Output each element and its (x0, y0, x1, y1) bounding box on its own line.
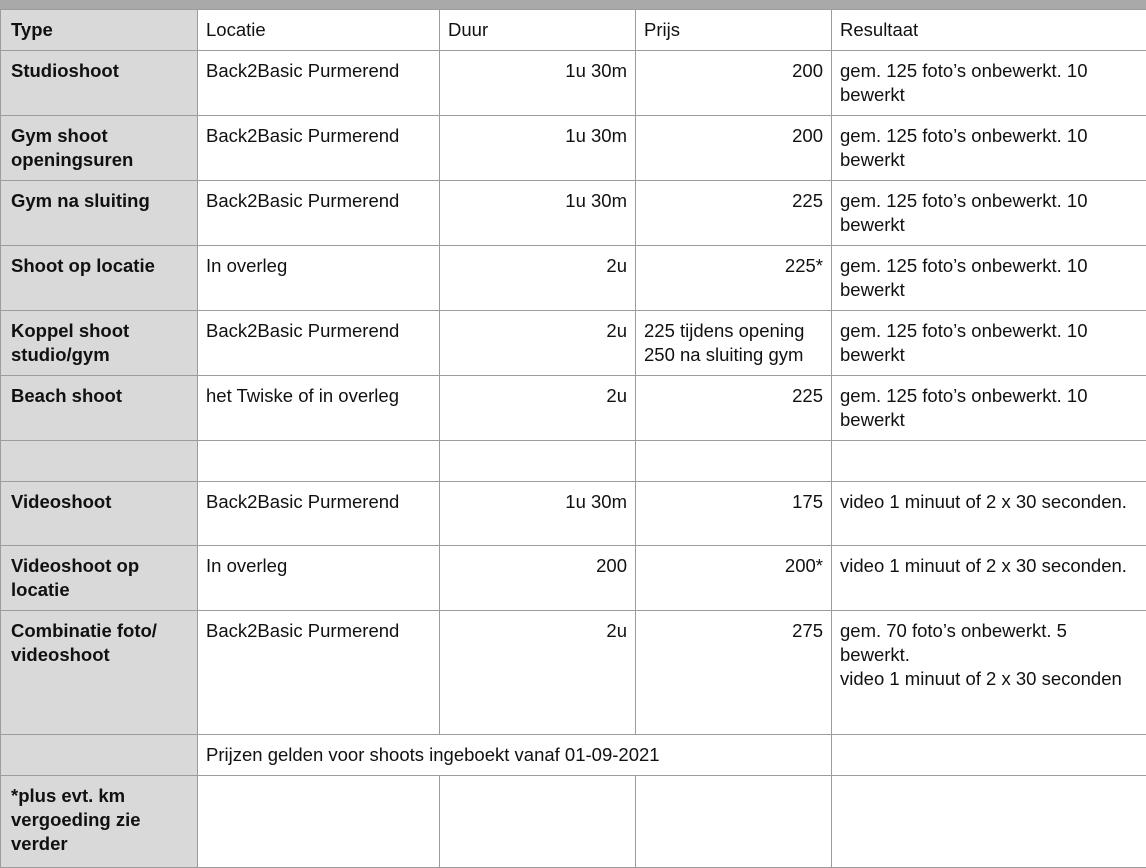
empty-cell (198, 441, 440, 482)
row-locatie: In overleg (198, 246, 440, 311)
empty-cell (1, 441, 198, 482)
header-prijs: Prijs (636, 10, 832, 51)
row-duur: 2u (440, 311, 636, 376)
table-row (1, 376, 1146, 441)
row-type: Gym shoot openingsuren (1, 116, 198, 181)
header-row (1, 10, 1146, 51)
row-prijs: 200* (636, 546, 832, 611)
empty-cell (832, 441, 1146, 482)
row-resultaat: gem. 125 foto’s onbewerkt. 10 bewerkt (832, 181, 1146, 246)
row-locatie: In overleg (198, 546, 440, 611)
row-resultaat: gem. 125 foto’s onbewerkt. 10 bewerkt (832, 51, 1146, 116)
table-row (1, 181, 1146, 246)
row-prijs: 175 (636, 482, 832, 546)
table-row (1, 246, 1146, 311)
row-prijs: 275 (636, 611, 832, 735)
row-prijs: 225 tijdens opening 250 na sluiting gym (636, 311, 832, 376)
row-type: Gym na sluiting (1, 181, 198, 246)
header-locatie: Locatie (198, 10, 440, 51)
note-row (1, 735, 1146, 776)
row-duur: 1u 30m (440, 116, 636, 181)
row-duur: 1u 30m (440, 181, 636, 246)
row-type: Studioshoot (1, 51, 198, 116)
row-duur: 2u (440, 246, 636, 311)
row-duur: 2u (440, 376, 636, 441)
table-row (1, 546, 1146, 611)
row-type: Beach shoot (1, 376, 198, 441)
row-prijs: 200 (636, 51, 832, 116)
row-duur: 1u 30m (440, 51, 636, 116)
row-prijs: 225 (636, 376, 832, 441)
row-resultaat: video 1 minuut of 2 x 30 seconden. (832, 546, 1146, 611)
table-row (1, 51, 1146, 116)
table-row (1, 311, 1146, 376)
empty-cell (440, 776, 636, 868)
price-table (0, 9, 1146, 868)
empty-cell (636, 776, 832, 868)
row-duur: 1u 30m (440, 482, 636, 546)
row-resultaat: gem. 125 foto’s onbewerkt. 10 bewerkt (832, 116, 1146, 181)
header-resultaat: Resultaat (832, 10, 1146, 51)
row-type: Koppel shoot studio/gym (1, 311, 198, 376)
row-type: Shoot op locatie (1, 246, 198, 311)
empty-cell (636, 441, 832, 482)
row-type: Combinatie foto/ videoshoot (1, 611, 198, 735)
row-locatie: Back2Basic Purmerend (198, 482, 440, 546)
row-locatie: Back2Basic Purmerend (198, 116, 440, 181)
row-locatie: Back2Basic Purmerend (198, 311, 440, 376)
row-locatie: Back2Basic Purmerend (198, 181, 440, 246)
table-row (1, 611, 1146, 735)
row-duur: 2u (440, 611, 636, 735)
header-duur: Duur (440, 10, 636, 51)
footnote-row (1, 776, 1146, 868)
row-resultaat: gem. 125 foto’s onbewerkt. 10 bewerkt (832, 376, 1146, 441)
row-type: Videoshoot (1, 482, 198, 546)
row-resultaat: gem. 125 foto’s onbewerkt. 10 bewerkt (832, 246, 1146, 311)
empty-cell (832, 776, 1146, 868)
row-prijs: 200 (636, 116, 832, 181)
row-prijs: 225 (636, 181, 832, 246)
table-row (1, 482, 1146, 546)
row-type: Videoshoot op locatie (1, 546, 198, 611)
row-resultaat: video 1 minuut of 2 x 30 seconden. (832, 482, 1146, 546)
row-locatie: het Twiske of in overleg (198, 376, 440, 441)
row-resultaat: gem. 70 foto’s onbewerkt. 5 bewerkt. video 1 minuut of 2 x 30 seconden (832, 611, 1146, 735)
footnote: *plus evt. km vergoeding zie verder (1, 776, 198, 868)
table-row (1, 116, 1146, 181)
empty-cell (198, 776, 440, 868)
empty-cell (440, 441, 636, 482)
price-validity-note: Prijzen gelden voor shoots ingeboekt vanaf 01-09-2021 (198, 735, 832, 776)
empty-row (1, 441, 1146, 482)
row-resultaat: gem. 125 foto’s onbewerkt. 10 bewerkt (832, 311, 1146, 376)
empty-cell (832, 735, 1146, 776)
row-locatie: Back2Basic Purmerend (198, 51, 440, 116)
header-type: Type (1, 10, 198, 51)
row-prijs: 225* (636, 246, 832, 311)
empty-cell (1, 735, 198, 776)
row-duur: 200 (440, 546, 636, 611)
row-locatie: Back2Basic Purmerend (198, 611, 440, 735)
